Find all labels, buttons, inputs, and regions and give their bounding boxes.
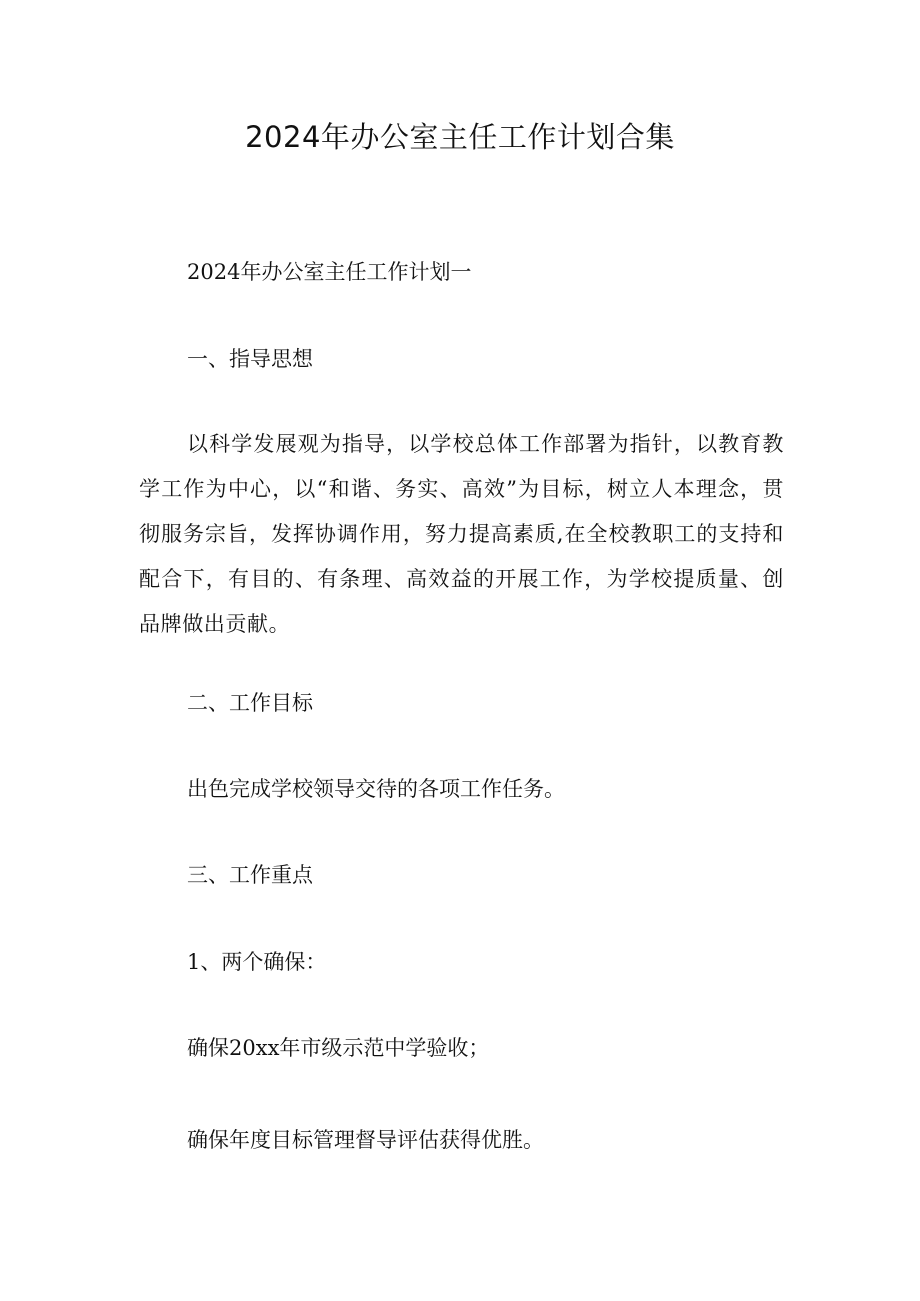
section-heading-work-goals: 二、工作目标 xyxy=(187,691,313,715)
document-title: 2024年办公室主任工作计划合集 xyxy=(245,120,675,154)
list-item: 确保20xx年市级示范中学验收； xyxy=(187,1036,490,1060)
section-heading-work-focus: 三、工作重点 xyxy=(187,863,313,887)
list-item: 确保年度目标管理督导评估获得优胜。 xyxy=(187,1128,544,1152)
section-heading-guiding-ideology: 一、指导思想 xyxy=(187,347,313,371)
section-body-work-goals: 出色完成学校领导交待的各项工作任务。 xyxy=(187,777,565,801)
list-item: 1、两个确保： xyxy=(187,950,327,974)
plan-subtitle: 2024年办公室主任工作计划一 xyxy=(187,260,472,284)
section-body-guiding-ideology: 以科学发展观为指导，以学校总体工作部署为指针，以教育教学工作为中心，以“和谐、务实、高效”为目标，树立人本理念，贯彻服务宗旨，发挥协调作用，努力提高素质,在全校教职工的支持和配合下，有目的、有条理、高效益的开展工作，为学校提质量、创品牌做出贡献。 xyxy=(139,432,784,636)
